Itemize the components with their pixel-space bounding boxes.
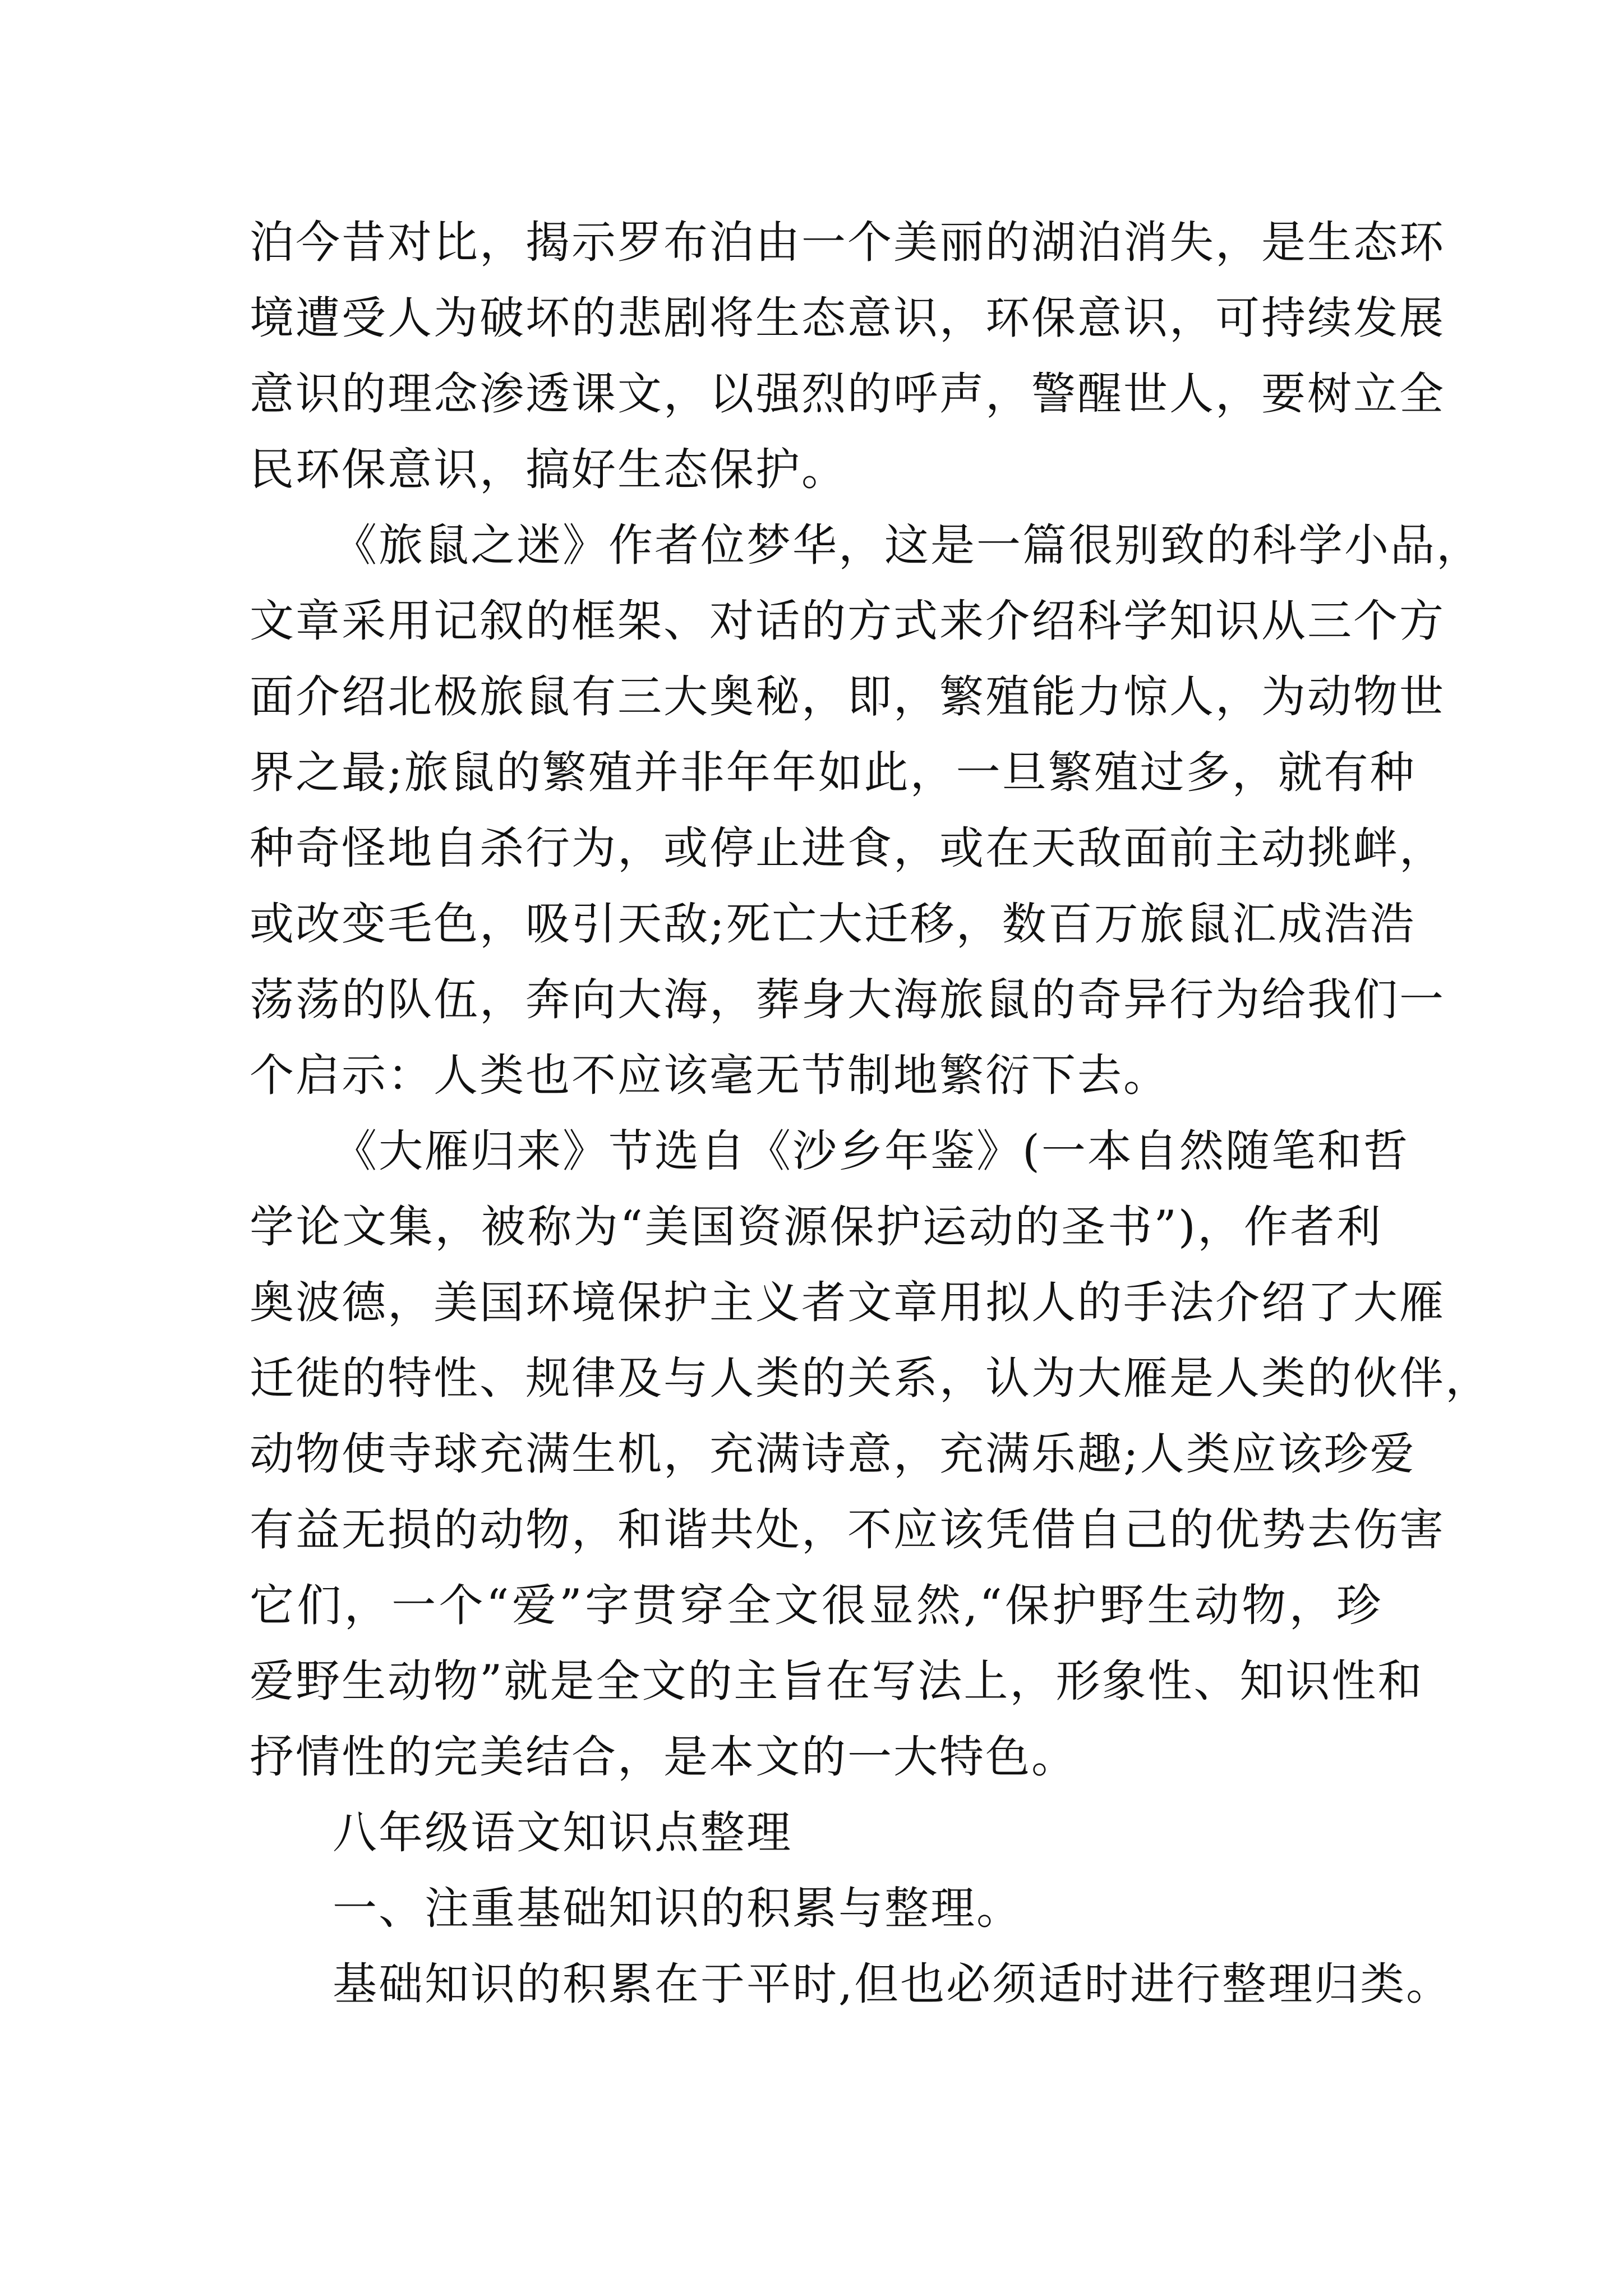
section-title [250, 1871, 1382, 1947]
text-line: 它们，一个“爱”字贯穿全文很显然,“保护野生动物，珍 [250, 1580, 1382, 1631]
paragraph-lop-nur [250, 205, 1445, 508]
document-body [250, 205, 1491, 2022]
paragraph-lemming [250, 508, 1482, 1114]
section-title-text: 一、注重基础知识的积累与整理。 [333, 1883, 1022, 1934]
text-line: 民环保意识，搞好生态保护。 [250, 444, 847, 495]
text-line: 面介绍北极旅鼠有三大奥秘，即，繁殖能力惊人，为动物世 [250, 671, 1445, 723]
text-line: 基础知识的积累在于平时,但也必须适时进行整理归类。 [333, 1958, 1453, 2010]
text-line: 有益无损的动物，和谐共处，不应该凭借自己的优势去伤害 [250, 1504, 1445, 1556]
text-line: 界之最;旅鼠的繁殖并非年年如此，一旦繁殖过多，就有种 [250, 747, 1416, 798]
text-line: 奥波德，美国环境保护主义者文章用拟人的手法介绍了大雁 [250, 1277, 1445, 1328]
text-line: 或改变毛色，吸引天敌;死亡大迁移，数百万旅鼠汇成浩浩 [250, 898, 1416, 950]
text-line: 爱野生动物”就是全文的主旨在写法上，形象性、知识性和 [250, 1655, 1424, 1707]
text-line: 《旅鼠之迷》作者位梦华，这是一篇很别致的科学小品， [333, 519, 1482, 571]
paragraph-basics [250, 1947, 1453, 2022]
text-line: 境遭受人为破坏的悲剧将生态意识，环保意识，可持续发展 [250, 292, 1445, 344]
text-line: 文章采用记叙的框架、对话的方式来介绍科学知识从三个方 [250, 595, 1445, 647]
text-line: 荡荡的队伍，奔向大海，葬身大海旅鼠的奇异行为给我们一 [250, 974, 1445, 1025]
text-line: 抒情性的完美结合，是本文的一大特色。 [250, 1731, 1077, 1783]
text-line: 学论文集，被称为“美国资源保护运动的圣书”)，作者利 [250, 1201, 1382, 1253]
text-line: 种奇怪地自杀行为，或停止进食，或在天敌面前主动挑衅， [250, 822, 1445, 874]
text-line: 泊今昔对比，揭示罗布泊由一个美丽的湖泊消失，是生态环 [250, 217, 1445, 268]
text-line: 个启示：人类也不应该毫无节制地繁衍下去。 [250, 1050, 1169, 1101]
text-line: 意识的理念渗透课文，以强烈的呼声，警醒世人，要树立全 [250, 368, 1445, 420]
paragraph-wild-geese [250, 1114, 1491, 1795]
heading-grade-eight [250, 1795, 1382, 1871]
text-line: 动物使寺球充满生机，充满诗意，充满乐趣;人类应该珍爱 [250, 1428, 1416, 1480]
heading-text: 八年级语文知识点整理 [333, 1807, 792, 1858]
text-line: 《大雁归来》节选自《沙乡年鉴》(一本自然随笔和哲 [333, 1125, 1409, 1177]
text-line: 迁徙的特性、规律及与人类的关系，认为大雁是人类的伙伴， [250, 1352, 1491, 1404]
